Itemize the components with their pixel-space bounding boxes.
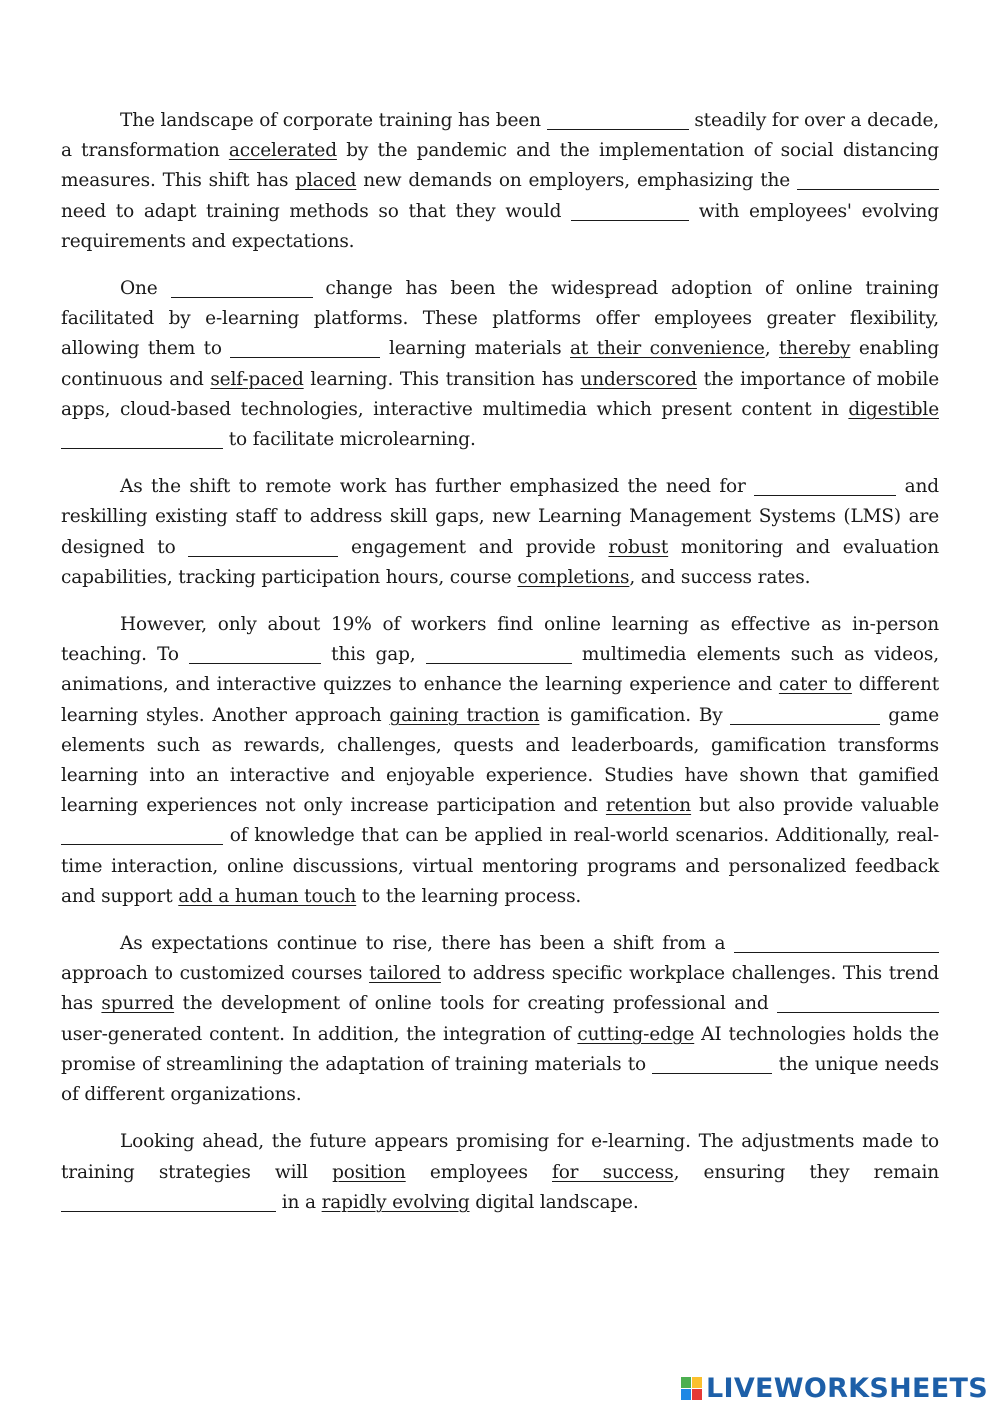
paragraph-text: the unique needs of different organizations. bbox=[61, 1053, 939, 1106]
paragraph-text: different learning styles. Another approach bbox=[61, 674, 939, 726]
answer-blank[interactable] bbox=[652, 1051, 772, 1074]
paragraph-text: AI technologies holds the promise of streamlining the adaptation of training materials to bbox=[61, 1023, 939, 1075]
underlined-term: add a human touch bbox=[178, 885, 357, 907]
answer-blank[interactable] bbox=[797, 167, 939, 190]
paragraph-text: is gamification. By bbox=[539, 704, 731, 726]
paragraph-2 bbox=[61, 274, 939, 455]
paragraph-text: enabling continuous and bbox=[61, 338, 940, 390]
underlined-term: at their convenience bbox=[570, 338, 765, 360]
paragraph-text: As the shift to remote work has further emphasized the need for bbox=[120, 476, 755, 498]
underlined-term: rapidly evolving bbox=[321, 1191, 470, 1213]
underlined-term: completions bbox=[517, 566, 630, 588]
paragraph-text: , bbox=[764, 338, 780, 360]
worksheet-document bbox=[61, 106, 939, 1235]
liveworksheets-logo bbox=[681, 1373, 988, 1404]
answer-blank[interactable] bbox=[547, 107, 689, 130]
paragraph-text: engagement and provide bbox=[338, 536, 609, 558]
answer-blank[interactable] bbox=[61, 822, 223, 845]
answer-blank[interactable] bbox=[571, 198, 689, 221]
paragraph-1 bbox=[61, 106, 939, 257]
paragraph-text: of knowledge that can be applied in real-world scenarios. Additionally, real-time interaction, online discussions, virtual mentoring programs and personalized feedback and support bbox=[61, 825, 939, 907]
paragraph-text: However, only about 19% of workers find online learning as effective as in-person teaching. To bbox=[61, 614, 939, 666]
paragraph-6 bbox=[61, 1127, 939, 1218]
answer-blank[interactable] bbox=[777, 990, 939, 1013]
paragraph-text: steadily for over a decade, a transformation bbox=[61, 110, 939, 162]
paragraph-text: by the pandemic and the implementation of social distancing measures. This shift has bbox=[61, 140, 939, 192]
underlined-term: self-paced bbox=[210, 368, 304, 390]
paragraph-text: change has been the widespread adoption of online training facilitated by e-learning platforms. These platforms offer employees greater flexibility, allowing them to bbox=[61, 278, 939, 360]
paragraph-text: the importance of mobile apps, cloud-based technologies, interactive multimedia which present content in bbox=[61, 368, 939, 420]
underlined-term: cater to bbox=[778, 674, 852, 696]
paragraph-text: with employees' evolving requirements and expectations. bbox=[61, 200, 939, 252]
underlined-term: thereby bbox=[779, 338, 851, 360]
paragraph-text: game elements such as rewards, challenges, quests and leaderboards, gamification transforms learning into an interactive and enjoyable experience. Studies have shown that gamified learning experiences not only increase participation and bbox=[61, 704, 940, 817]
answer-blank[interactable] bbox=[734, 930, 939, 953]
underlined-term: spurred bbox=[101, 993, 175, 1015]
paragraph-3 bbox=[61, 472, 939, 593]
paragraph-text: employees bbox=[405, 1161, 552, 1183]
underlined-term: position bbox=[332, 1161, 406, 1183]
paragraph-text: Looking ahead, the future appears promising for e-learning. The adjustments made to training strategies will bbox=[61, 1131, 939, 1183]
answer-blank[interactable] bbox=[61, 426, 223, 449]
paragraph-text: this gap, bbox=[321, 644, 426, 666]
paragraph-text: the development of online tools for creating professional and bbox=[174, 993, 777, 1015]
underlined-term: retention bbox=[605, 795, 692, 817]
underlined-term: digestible bbox=[848, 398, 939, 420]
answer-blank[interactable] bbox=[61, 1189, 276, 1212]
paragraph-text: learning. This transition has bbox=[303, 368, 581, 390]
answer-blank[interactable] bbox=[171, 275, 313, 298]
underlined-term: underscored bbox=[580, 368, 697, 390]
underlined-term: cutting-edge bbox=[577, 1023, 695, 1045]
paragraph-text: need to adapt training methods so that they would bbox=[61, 200, 572, 222]
paragraph-5 bbox=[61, 929, 939, 1110]
paragraph-text: user-generated content. In addition, the integration of bbox=[61, 1023, 578, 1045]
underlined-term: gaining traction bbox=[389, 704, 540, 726]
paragraph-text: learning materials bbox=[380, 338, 571, 360]
paragraph-text: The landscape of corporate training has been bbox=[120, 110, 547, 131]
paragraph-text: approach to customized courses bbox=[61, 963, 370, 985]
paragraph-text: to facilitate microlearning. bbox=[223, 429, 476, 451]
underlined-term: accelerated bbox=[228, 140, 337, 162]
underlined-term: for success bbox=[552, 1161, 674, 1183]
underlined-term: tailored bbox=[369, 963, 441, 985]
answer-blank[interactable] bbox=[754, 473, 896, 496]
underlined-term: robust bbox=[608, 536, 669, 558]
underlined-term: placed bbox=[295, 170, 357, 192]
paragraph-text: As expectations continue to rise, there has been a shift from a bbox=[120, 933, 734, 955]
liveworksheets-logo-icon bbox=[681, 1377, 703, 1401]
paragraph-text: to address specific workplace challenges. This trend has bbox=[61, 963, 939, 1015]
paragraph-text: to the learning process. bbox=[356, 885, 582, 907]
paragraph-4 bbox=[61, 610, 939, 912]
paragraph-text: , and success rates. bbox=[629, 566, 811, 588]
paragraph-text: and reskilling existing staff to address skill gaps, new Learning Management Systems (LMS) are designed to bbox=[61, 476, 939, 558]
paragraph-text: digital landscape. bbox=[469, 1191, 639, 1213]
liveworksheets-logo-text: LIVEWORKSHEETS bbox=[705, 1373, 988, 1404]
paragraph-text: , ensuring they remain bbox=[673, 1161, 939, 1183]
paragraph-text: but also provide valuable bbox=[691, 795, 939, 817]
paragraph-text: in a bbox=[276, 1191, 322, 1213]
answer-blank[interactable] bbox=[188, 534, 338, 557]
paragraph-text: multimedia elements such as videos, animations, and interactive quizzes to enhance the learning experience and bbox=[61, 644, 939, 696]
answer-blank[interactable] bbox=[730, 702, 880, 725]
paragraph-text: monitoring and evaluation capabilities, tracking participation hours, course bbox=[61, 536, 939, 588]
paragraph-text: new demands on employers, emphasizing the bbox=[356, 170, 797, 192]
answer-blank[interactable] bbox=[230, 335, 380, 358]
paragraph-text: One bbox=[120, 278, 171, 300]
answer-blank[interactable] bbox=[189, 641, 321, 664]
answer-blank[interactable] bbox=[426, 641, 572, 664]
